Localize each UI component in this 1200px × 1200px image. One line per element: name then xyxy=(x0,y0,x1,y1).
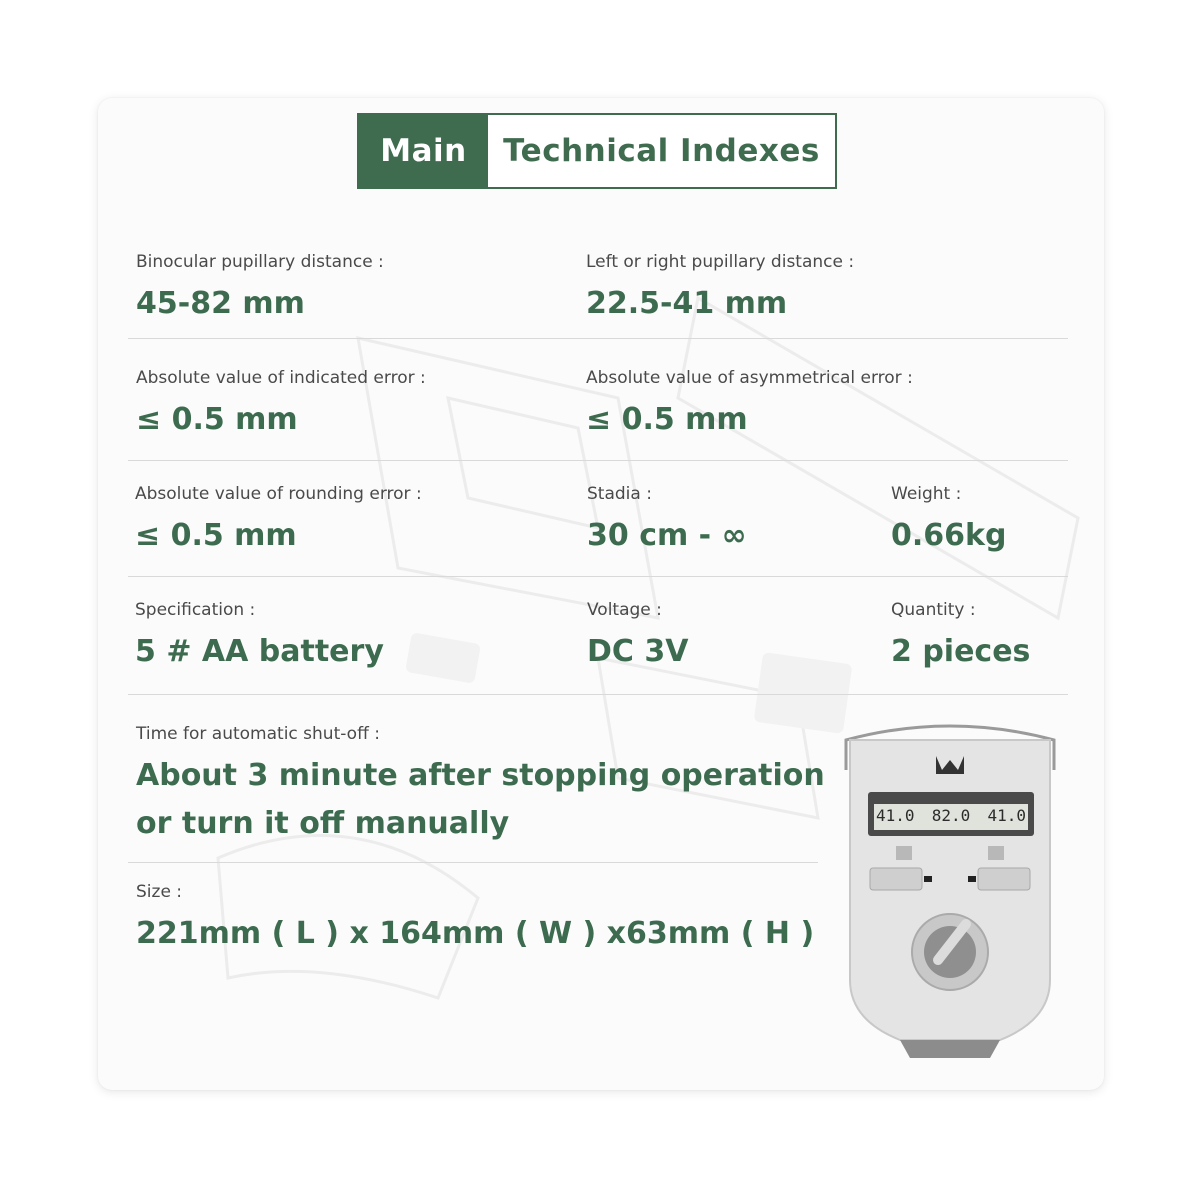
spec-weight xyxy=(891,484,1006,553)
spec-label: Binocular pupillary distance : xyxy=(136,252,384,272)
spec-rounding-error xyxy=(135,484,422,553)
spec-value: 30 cm - ∞ xyxy=(587,518,747,553)
spec-binocular-pd xyxy=(136,252,384,321)
section-title xyxy=(357,113,837,189)
spec-label: Voltage : xyxy=(587,600,662,620)
spec-value-line1: About 3 minute after stopping operation xyxy=(136,758,825,793)
spec-value: ≤ 0.5 mm xyxy=(586,402,748,437)
spec-value-line2: or turn it off manually xyxy=(136,806,510,841)
spec-label: Time for automatic shut-off : xyxy=(136,724,380,744)
spec-size xyxy=(136,882,814,951)
spec-auto-shutoff xyxy=(136,724,825,848)
spec-label: Absolute value of asymmetrical error : xyxy=(586,368,913,388)
row-divider xyxy=(128,460,1068,461)
spec-value: 221mm ( L ) x 164mm ( W ) x63mm ( H ) xyxy=(136,916,815,951)
device-display xyxy=(876,806,1026,825)
spec-label: Absolute value of rounding error : xyxy=(135,484,422,504)
display-left-value: 41.0 xyxy=(876,806,915,825)
title-rest: Technical Indexes xyxy=(503,133,820,169)
spec-indicated-error xyxy=(136,368,426,437)
spec-value: 22.5-41 mm xyxy=(586,286,788,321)
spec-label: Quantity : xyxy=(891,600,976,620)
spec-monocular-pd xyxy=(586,252,854,321)
spec-value: 2 pieces xyxy=(891,634,1031,669)
spec-label: Stadia : xyxy=(587,484,652,504)
spec-value: 5 # AA battery xyxy=(135,634,384,669)
spec-quantity xyxy=(891,600,1030,669)
spec-label: Weight : xyxy=(891,484,962,504)
spec-value: ≤ 0.5 mm xyxy=(136,402,298,437)
display-right-value: 41.0 xyxy=(987,806,1026,825)
display-center-value: 82.0 xyxy=(931,806,971,825)
row-divider xyxy=(128,862,818,863)
spec-specification xyxy=(135,600,384,669)
pupilometer-device-image xyxy=(840,720,1060,1060)
title-main: Main xyxy=(359,115,488,187)
row-divider xyxy=(128,338,1068,339)
spec-value: 45-82 mm xyxy=(136,286,305,321)
spec-label: Specification : xyxy=(135,600,256,620)
spec-value: ≤ 0.5 mm xyxy=(135,518,297,553)
spec-card xyxy=(98,98,1104,1090)
spec-value: DC 3V xyxy=(587,634,689,669)
spec-stadia xyxy=(587,484,747,553)
spec-value: 0.66kg xyxy=(891,518,1007,553)
spec-label: Size : xyxy=(136,882,183,902)
spec-label: Left or right pupillary distance : xyxy=(586,252,855,272)
spec-label: Absolute value of indicated error : xyxy=(136,368,426,388)
row-divider xyxy=(128,694,1068,695)
row-divider xyxy=(128,576,1068,577)
spec-voltage xyxy=(587,600,688,669)
spec-asymmetrical-error xyxy=(586,368,913,437)
